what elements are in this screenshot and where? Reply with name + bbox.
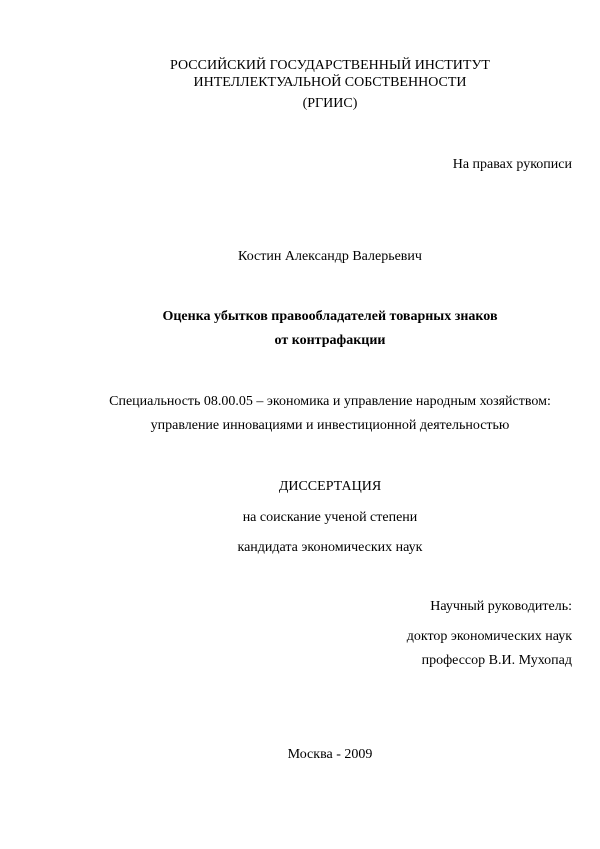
institute-name-line2: ИНТЕЛЛЕКТУАЛЬНОЙ СОБСТВЕННОСТИ bbox=[193, 75, 467, 90]
author-name: Костин Александр Валерьевич bbox=[238, 249, 422, 264]
supervisor-name: профессор В.И. Мухопад bbox=[421, 653, 572, 668]
dissertation-title-line2: от контрафакции bbox=[274, 333, 386, 348]
specialty-line1: Специальность 08.00.05 – экономика и управление народным хозяйством: bbox=[109, 394, 551, 409]
supervisor-degree: доктор экономических наук bbox=[406, 629, 572, 644]
dissertation-title-line1: Оценка убытков правообладателей товарных знаков bbox=[162, 309, 498, 324]
supervisor-label: Научный руководитель: bbox=[430, 599, 572, 614]
manuscript-note: На правах рукописи bbox=[452, 157, 572, 172]
dissertation-heading: ДИССЕРТАЦИЯ bbox=[278, 479, 382, 494]
degree-line1: на соискание ученой степени bbox=[242, 510, 418, 525]
place-and-year: Москва - 2009 bbox=[287, 747, 373, 762]
specialty-line2: управление инновациями и инвестиционной деятельностью bbox=[150, 418, 510, 433]
degree-line2: кандидата экономических наук bbox=[237, 540, 423, 555]
institute-name-line1: РОССИЙСКИЙ ГОСУДАРСТВЕННЫЙ ИНСТИТУТ bbox=[170, 58, 490, 73]
institute-abbreviation: (РГИИС) bbox=[302, 96, 358, 111]
